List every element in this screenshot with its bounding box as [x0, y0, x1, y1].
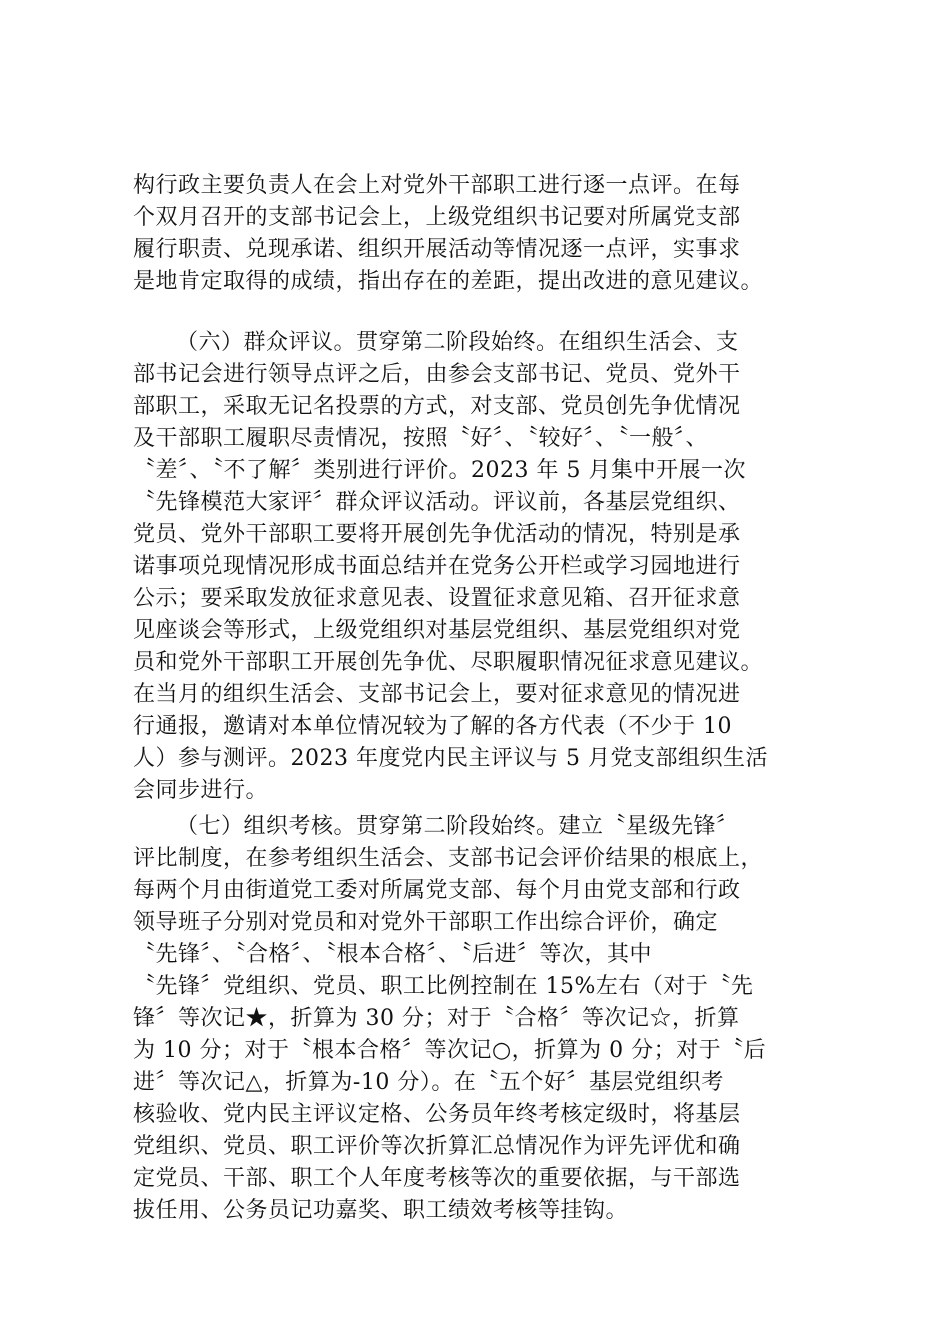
para-seven-line-3: 每两个月由街道党工委对所属党支部、每个月由党支部和行政 — [133, 878, 741, 903]
para-seven-line-5: 〝先锋〞、〝合格〞、〝根本合格〞、〝后进〞等次，其中 — [133, 942, 653, 967]
intro-line-2: 个双月召开的支部书记会上，上级党组织书记要对所属党支部 — [133, 205, 741, 230]
para-six-line-8: 诺事项兑现情况形成书面总结并在党务公开栏或学习园地进行 — [133, 554, 741, 579]
para-seven-line-11: 党组织、党员、职工评价等次折算汇总情况作为评先评优和确 — [133, 1134, 741, 1159]
para-seven-line-8: 为 10 分；对于〝根本合格〞等次记○，折算为 0 分；对于〝后 — [133, 1038, 767, 1063]
para-six-line-2: 部书记会进行领导点评之后，由参会支部书记、党员、党外干 — [133, 362, 741, 387]
para-seven-line-9: 进〞等次记△，折算为-10 分）。在〝五个好〞基层党组织考 — [133, 1070, 724, 1095]
para-six-line-7: 党员、党外干部职工要将开展创先争优活动的情况，特别是承 — [133, 522, 741, 547]
para-six-line-5: 〝差〞、〝不了解〞类别进行评价。2023 年 5 月集中开展一次 — [133, 458, 746, 483]
para-six-line-14: 人）参与测评。2023 年度党内民主评议与 5 月党支部组织生活 — [133, 746, 768, 771]
para-seven-line-12: 定党员、干部、职工个人年度考核等次的重要依据，与干部选 — [133, 1166, 741, 1191]
intro-line-4: 是地肯定取得的成绩，指出存在的差距，提出改进的意见建议。 — [133, 269, 764, 294]
intro-line-3: 履行职责、兑现承诺、组织开展活动等情况逐一点评，实事求 — [133, 237, 741, 262]
para-six-line-10: 见座谈会等形式，上级党组织对基层党组织、基层党组织对党 — [133, 618, 741, 643]
para-six-line-13: 行通报，邀请对本单位情况较为了解的各方代表（不少于 10 — [133, 714, 732, 739]
para-six-line-15: 会同步进行。 — [133, 778, 269, 803]
para-seven-line-10: 核验收、党内民主评议定格、公务员年终考核定级时，将基层 — [133, 1102, 741, 1127]
para-seven-line-2: 评比制度，在参考组织生活会、支部书记会评价结果的根底上， — [133, 846, 764, 871]
para-seven-line-1: （七）组织考核。贯穿第二阶段始终。建立〝星级先锋〞 — [176, 814, 739, 839]
para-six-line-9: 公示；要采取发放征求意见表、设置征求意见箱、召开征求意 — [133, 586, 741, 611]
para-seven-line-6: 〝先锋〞党组织、党员、职工比例控制在 15%左右（对于〝先 — [133, 974, 754, 999]
para-seven-line-7: 锋〞等次记★，折算为 30 分；对于〝合格〞等次记☆，折算 — [133, 1006, 740, 1031]
para-six-line-12: 在当月的组织生活会、支部书记会上，要对征求意见的情况进 — [133, 682, 741, 707]
para-seven-line-4: 领导班子分别对党员和对党外干部职工作出综合评价，确定 — [133, 910, 719, 935]
para-six-line-11: 员和党外干部职工开展创先争优、尽职履职情况征求意见建议。 — [133, 650, 764, 675]
para-six-line-6: 〝先锋模范大家评〞群众评议活动。评议前，各基层党组织、 — [133, 490, 741, 515]
para-seven-line-13: 拔任用、公务员记功嘉奖、职工绩效考核等挂钩。 — [133, 1198, 629, 1223]
para-six-line-3: 部职工，采取无记名投票的方式，对支部、党员创先争优情况 — [133, 394, 741, 419]
intro-line-1: 构行政主要负责人在会上对党外干部职工进行逐一点评。在每 — [133, 173, 741, 198]
para-six-line-4: 及干部职工履职尽责情况，按照〝好〞、〝较好〞、〝一般〞、 — [133, 426, 709, 451]
para-six-line-1: （六）群众评议。贯穿第二阶段始终。在组织生活会、支 — [176, 330, 739, 355]
